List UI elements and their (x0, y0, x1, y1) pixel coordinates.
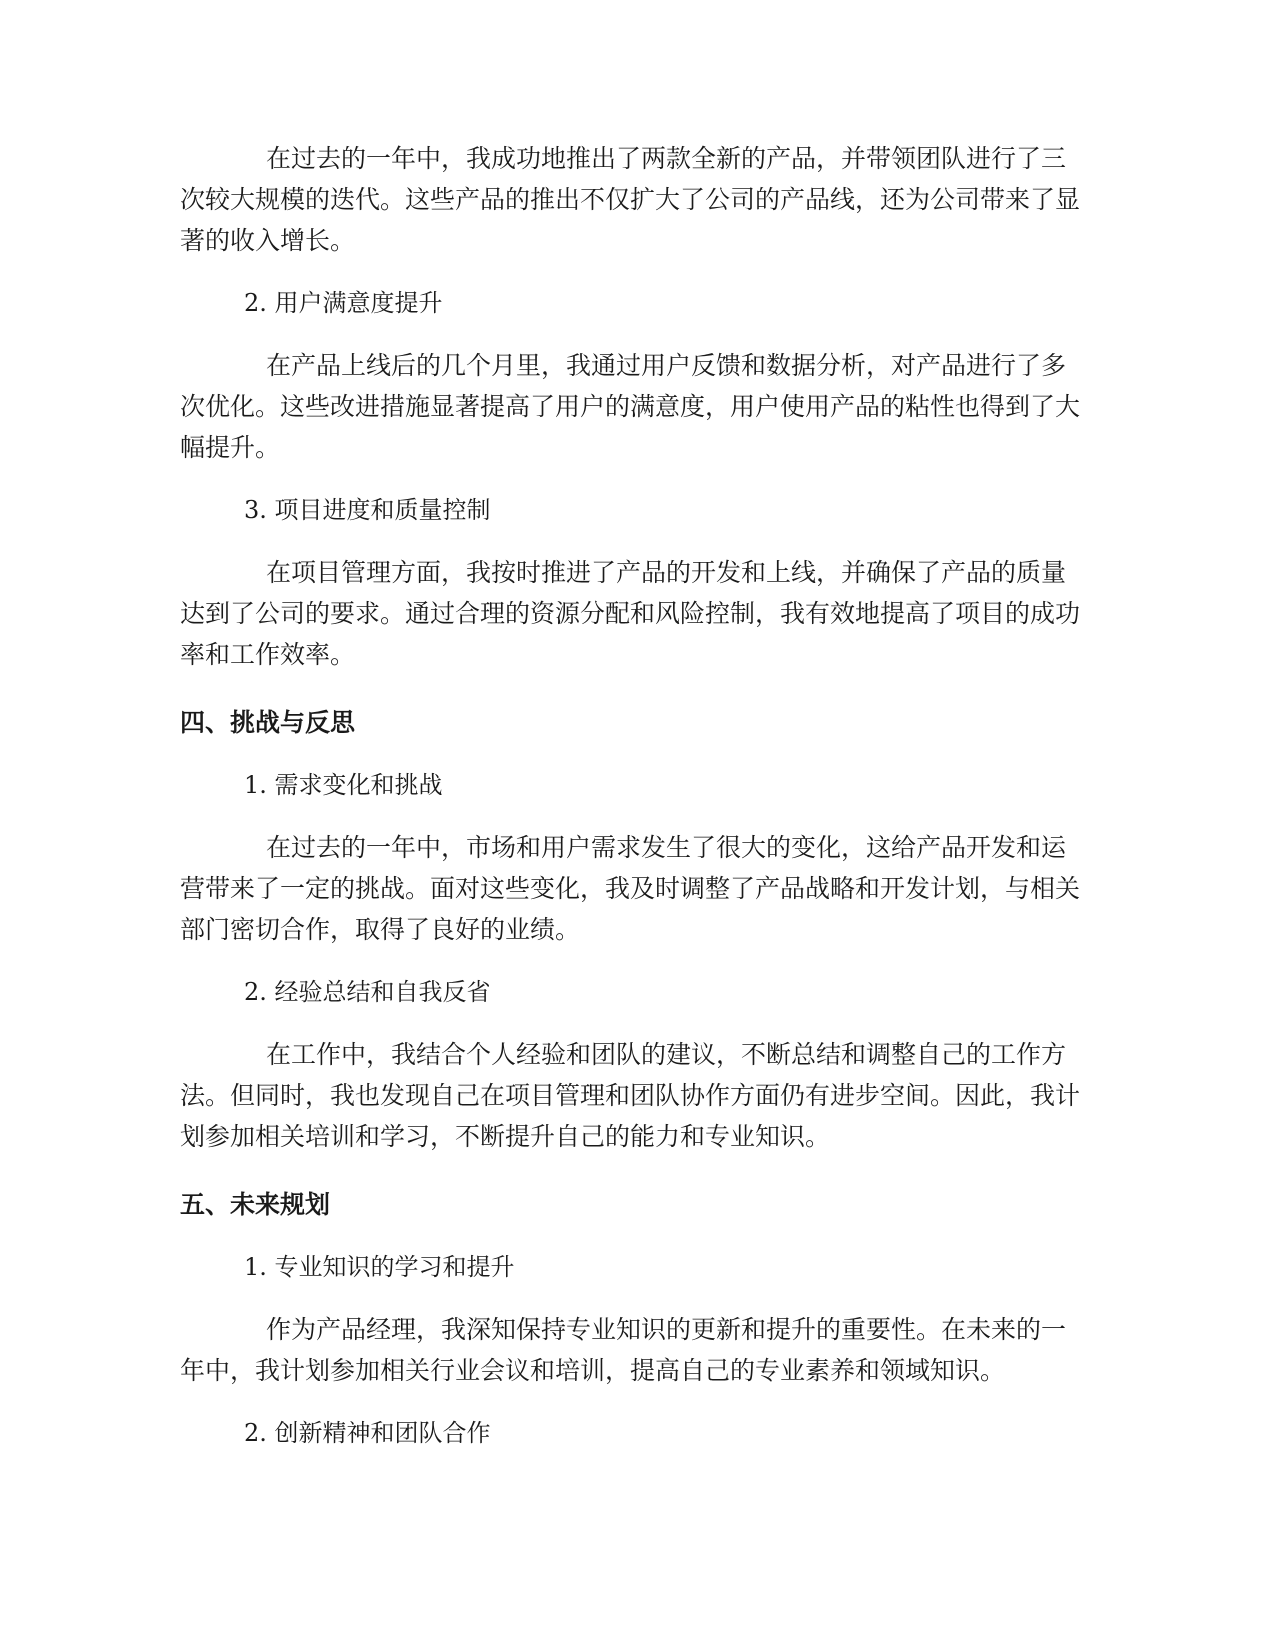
subheading-user-satisfaction: 2. 用户满意度提升 (244, 289, 443, 317)
subheading-demand-change: 1. 需求变化和挑战 (244, 771, 443, 799)
paragraph-user-satisfaction: 在产品上线后的几个月里，我通过用户反馈和数据分析，对产品进行了多次优化。这些改进措施显著提高了用户的满意度，用户使用产品的粘性也得到了大幅提升。 (180, 351, 1081, 462)
paragraph-professional-learning: 作为产品经理，我深知保持专业知识的更新和提升的重要性。在未来的一年中，我计划参加相关行业会议和培训，提高自己的专业素养和领域知识。 (180, 1315, 1067, 1385)
subheading-innovation-teamwork: 2. 创新精神和团队合作 (244, 1419, 491, 1447)
subheading-professional-learning: 1. 专业知识的学习和提升 (244, 1253, 515, 1281)
section-heading-future-plans: 五、未来规划 (180, 1190, 331, 1219)
subheading-project-quality: 3. 项目进度和质量控制 (244, 496, 491, 524)
paragraph-self-reflection: 在工作中，我结合个人经验和团队的建议，不断总结和调整自己的工作方法。但同时，我也发现自己在项目管理和团队协作方面仍有进步空间。因此，我计划参加相关培训和学习，不断提升自己的能力和专业知识。 (180, 1040, 1081, 1151)
document-page (180, 138, 1080, 1475)
section-heading-challenges: 四、挑战与反思 (180, 708, 356, 737)
subheading-self-reflection: 2. 经验总结和自我反省 (244, 978, 491, 1006)
paragraph-project-quality: 在项目管理方面，我按时推进了产品的开发和上线，并确保了产品的质量达到了公司的要求。通过合理的资源分配和风险控制，我有效地提高了项目的成功率和工作效率。 (180, 558, 1081, 669)
paragraph-demand-change: 在过去的一年中，市场和用户需求发生了很大的变化，这给产品开发和运营带来了一定的挑战。面对这些变化，我及时调整了产品战略和开发计划，与相关部门密切合作，取得了良好的业绩。 (180, 833, 1081, 944)
paragraph-product-launch: 在过去的一年中，我成功地推出了两款全新的产品，并带领团队进行了三次较大规模的迭代。这些产品的推出不仅扩大了公司的产品线，还为公司带来了显著的收入增长。 (180, 144, 1081, 255)
